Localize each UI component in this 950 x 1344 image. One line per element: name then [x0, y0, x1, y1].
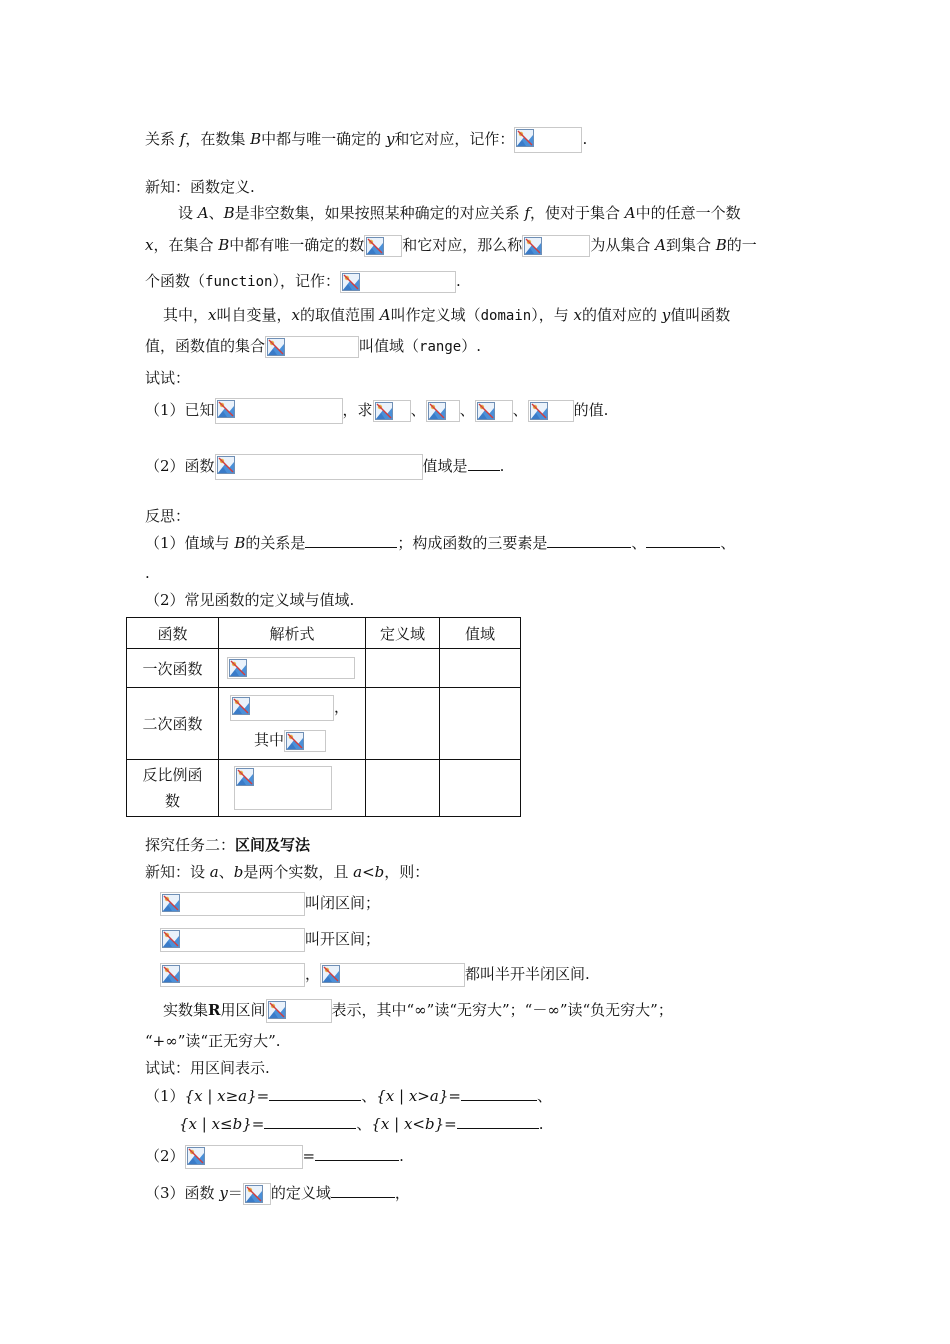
try-question-1: （1）已知 ，求 、 、 、 的值.: [145, 398, 608, 424]
table-cell: [440, 649, 521, 688]
formula-image: [215, 398, 343, 424]
broken-image-icon: [217, 456, 235, 474]
section-heading: 探究任务二：区间及写法: [145, 836, 311, 854]
table-row: [127, 760, 521, 817]
broken-image-icon: [524, 237, 542, 255]
reflect-question-1: （1）值域与 B的关系是 ；构成函数的三要素是 、 、: [145, 534, 736, 552]
formula-image: [185, 1145, 303, 1169]
try-heading: 试试：: [145, 369, 191, 387]
try-intervals-q1-line2: {x | x≤b}= 、{x | x<b}= .: [179, 1115, 544, 1133]
broken-image-icon: [322, 965, 340, 983]
answer-blank[interactable]: [457, 1114, 539, 1129]
definition-line-2: x，在集合 B中都有唯一确定的数 和它对应，那么称 为从集合 A到集合 B的一: [145, 235, 757, 257]
broken-image-icon: [217, 400, 235, 418]
table-header: 定义域: [366, 618, 440, 649]
line-relation: 关系 f，在数集 B中都与唯一确定的 y和它对应，记作： .: [145, 127, 587, 153]
formula-image: [230, 695, 334, 721]
broken-image-icon: [375, 402, 393, 420]
answer-blank[interactable]: [331, 1183, 395, 1198]
answer-blank[interactable]: [264, 1114, 356, 1129]
try-intervals-heading: 试试：用区间表示.: [145, 1059, 270, 1077]
table-cell: ， 其中: [219, 688, 366, 760]
formula-image: [340, 271, 456, 293]
broken-image-icon: [162, 965, 180, 983]
open-interval-line: 叫开区间；: [160, 928, 380, 952]
broken-image-icon: [286, 732, 304, 750]
try-intervals-q2: （2） = .: [145, 1145, 404, 1169]
try-intervals-q3: （3）函数 y＝ 的定义域 ，: [145, 1183, 410, 1205]
answer-blank[interactable]: [315, 1146, 399, 1161]
table-cell: 一次函数: [127, 649, 219, 688]
where-line-2: 值，函数值的集合 叫值域（range）.: [145, 336, 481, 358]
formula-image: [528, 400, 574, 422]
broken-image-icon: [267, 338, 285, 356]
broken-image-icon: [162, 894, 180, 912]
try-intervals-q1-line1: （1）{x | x≥a}= 、{x | x>a}= 、: [145, 1087, 552, 1105]
formula-image: [426, 400, 460, 422]
formula-image: [284, 730, 326, 752]
broken-image-icon: [245, 1185, 263, 1203]
broken-image-icon: [366, 237, 384, 255]
definition-line-1: 设 A、B是非空数集，如果按照某种确定的对应关系 f，使对于集合 A中的任意一个数: [178, 204, 741, 222]
table-row: [127, 688, 521, 760]
table-cell: [219, 649, 366, 688]
reflect-heading: 反思：: [145, 507, 191, 525]
formula-image: [373, 400, 411, 422]
reflect-dot: .: [145, 564, 150, 582]
formula-image: [160, 928, 305, 952]
table-cell: [440, 688, 521, 760]
answer-blank[interactable]: [547, 533, 631, 548]
broken-image-icon: [268, 1001, 286, 1019]
answer-blank[interactable]: [305, 533, 397, 548]
broken-image-icon: [162, 930, 180, 948]
broken-image-icon: [477, 402, 495, 420]
broken-image-icon: [530, 402, 548, 420]
formula-image: [320, 963, 465, 987]
table-cell: [440, 760, 521, 817]
broken-image-icon: [342, 273, 360, 291]
table-cell: 反比例函 数: [127, 760, 219, 817]
table-cell: [219, 760, 366, 817]
new-knowledge-intervals: 新知：设 a、b是两个实数，且 a<b，则：: [145, 863, 430, 881]
answer-blank[interactable]: [269, 1086, 361, 1101]
function-table: [126, 617, 521, 817]
formula-image: [522, 235, 590, 257]
formula-image: [227, 657, 355, 679]
answer-blank[interactable]: [468, 456, 500, 471]
broken-image-icon: [187, 1147, 205, 1165]
table-cell: [366, 649, 440, 688]
broken-image-icon: [236, 768, 254, 786]
formula-image: [266, 999, 332, 1023]
closed-interval-line: 叫闭区间；: [160, 892, 380, 916]
broken-image-icon: [428, 402, 446, 420]
answer-blank[interactable]: [461, 1086, 537, 1101]
formula-image: [160, 963, 305, 987]
table-header: 解析式: [219, 618, 366, 649]
table-cell: 二次函数: [127, 688, 219, 760]
half-open-interval-line: ， 都叫半开半闭区间.: [160, 963, 590, 987]
broken-image-icon: [516, 129, 534, 147]
formula-image: [475, 400, 513, 422]
broken-image-icon: [232, 697, 250, 715]
formula-image: [234, 766, 332, 810]
table-header: 函数: [127, 618, 219, 649]
where-line-1: 其中，x叫自变量，x的取值范围 A叫作定义域（domain），与 x的值对应的 y值叫函数: [163, 306, 731, 324]
broken-image-icon: [229, 659, 247, 677]
formula-image: [215, 454, 423, 480]
new-knowledge-heading: 新知：函数定义.: [145, 178, 255, 196]
definition-line-3: 个函数（function），记作： .: [145, 271, 461, 293]
table-header-row: [127, 618, 521, 649]
reflect-question-2: （2）常见函数的定义域与值域.: [145, 591, 355, 609]
table-row: [127, 649, 521, 688]
real-number-line-1: 实数集R用区间 表示，其中“∞”读“无穷大”；“－∞”读“负无穷大”；: [163, 999, 673, 1023]
table-header: 值域: [440, 618, 521, 649]
formula-image: [514, 127, 582, 153]
table-cell: [366, 688, 440, 760]
table-cell: [366, 760, 440, 817]
formula-image: [243, 1183, 271, 1205]
try-question-2: （2）函数 值域是 .: [145, 454, 504, 480]
answer-blank[interactable]: [646, 533, 720, 548]
real-number-line-2: “+∞”读“正无穷大”.: [145, 1032, 281, 1050]
formula-image: [265, 336, 359, 358]
formula-image: [364, 235, 402, 257]
formula-image: [160, 892, 305, 916]
